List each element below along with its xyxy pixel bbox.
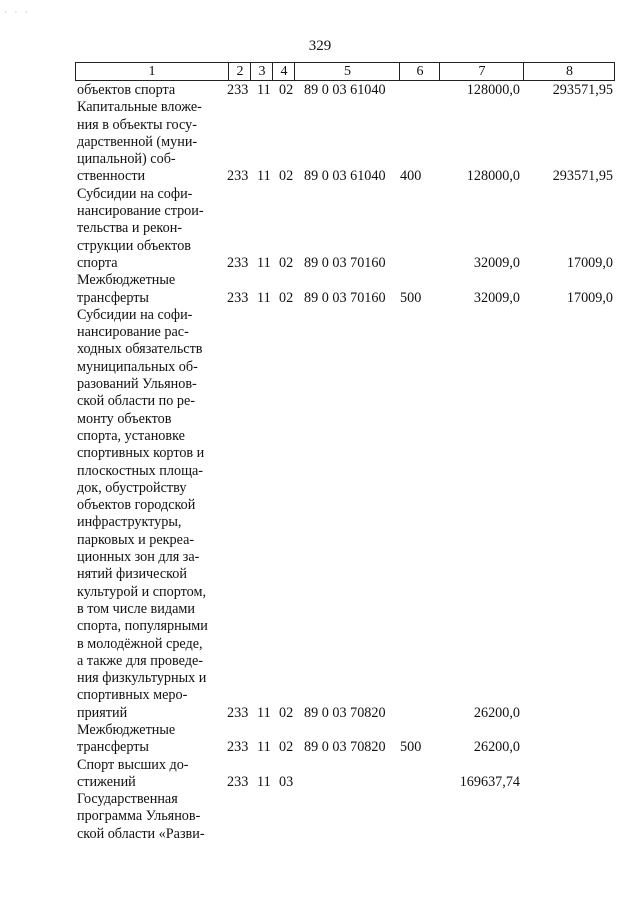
cell-c5: 89 0 03 70820 [304, 704, 386, 721]
description-line: Государственная [77, 791, 178, 808]
row-description [77, 757, 220, 792]
description-line: спорта [77, 254, 118, 271]
cell-c5: 89 0 03 61040 [304, 168, 386, 185]
description-line: спорта, популярными [77, 618, 208, 635]
cell-c3: 11 [257, 704, 271, 721]
description-line: Субсидии на софи- [77, 306, 193, 323]
cell-c5: 89 0 03 70160 [304, 289, 386, 306]
header-col-3: 3 [250, 63, 273, 80]
cell-c2: 233 [227, 254, 249, 271]
table-row [0, 722, 640, 757]
header-col-6: 6 [399, 63, 440, 80]
description-line: в том числе видами [77, 600, 195, 617]
table-row [0, 186, 640, 272]
description-line: спортивных кортов и [77, 445, 205, 462]
description-line: ственности [77, 168, 146, 185]
cell-c3: 11 [257, 82, 271, 98]
header-col-1: 1 [148, 64, 156, 79]
cell-c7: 32009,0 [473, 254, 520, 271]
cell-c2: 233 [227, 289, 249, 306]
description-line: Межбюджетные [77, 272, 176, 289]
description-line: ния в объекты госу- [77, 116, 197, 133]
cell-c3: 11 [257, 254, 271, 271]
table-row [0, 82, 640, 99]
page-number: 329 [308, 38, 332, 54]
description-line: нансирование рас- [77, 324, 189, 341]
row-description [77, 791, 220, 843]
row-description [77, 722, 220, 757]
cell-c2: 233 [227, 82, 249, 98]
header-col-2: 2 [228, 63, 251, 80]
scan-artifact: · · · [4, 8, 31, 17]
table-body [0, 82, 640, 843]
description-line: приятий [77, 704, 128, 721]
cell-c7: 26200,0 [473, 704, 520, 721]
row-description [77, 307, 220, 722]
description-line: ципальной) соб- [77, 151, 176, 168]
cell-c4: 02 [279, 289, 294, 306]
cell-c7: 32009,0 [473, 289, 520, 306]
cell-c5: 89 0 03 61040 [304, 82, 386, 98]
description-line: а также для проведе- [77, 652, 203, 669]
description-line: монту объектов [77, 410, 172, 427]
description-line: нансирование строи- [77, 203, 204, 220]
row-description [77, 82, 220, 99]
cell-c4: 03 [279, 773, 294, 790]
cell-c6: 500 [400, 289, 422, 306]
description-line: ской области по ре- [77, 393, 196, 410]
cell-c3: 11 [257, 289, 271, 306]
header-col-7: 7 [439, 63, 524, 80]
cell-c4: 02 [279, 739, 294, 756]
cell-c2: 233 [227, 168, 249, 185]
description-line: ской области «Разви- [77, 825, 205, 842]
cell-c6: 400 [400, 168, 422, 185]
table-row [0, 272, 640, 307]
cell-c8: 17009,0 [566, 289, 613, 306]
description-line: спортивных меро- [77, 687, 188, 704]
description-line: Межбюджетные [77, 721, 176, 738]
cell-c7: 26200,0 [473, 739, 520, 756]
description-line: муниципальных об- [77, 358, 198, 375]
description-line: ходных обязательств [77, 341, 203, 358]
description-line: в молодёжной среде, [77, 635, 203, 652]
table-row [0, 307, 640, 722]
description-line: трансферты [77, 739, 149, 756]
cell-c4: 02 [279, 254, 294, 271]
row-description [77, 186, 220, 272]
description-line: трансферты [77, 289, 149, 306]
description-line: Капитальные вложе- [77, 99, 202, 116]
description-line: плоскостных площа- [77, 462, 204, 479]
description-line: объектов спорта [77, 82, 176, 98]
table-row [0, 99, 640, 185]
row-description [77, 272, 220, 307]
description-line: Субсидии на софи- [77, 185, 193, 202]
cell-c8: 17009,0 [566, 254, 613, 271]
cell-c5: 89 0 03 70160 [304, 254, 386, 271]
description-line: тельства и рекон- [77, 220, 183, 237]
description-line: док, обустройству [77, 479, 187, 496]
description-line: объектов городской [77, 497, 196, 514]
description-line: нятий физической [77, 566, 187, 583]
cell-c4: 02 [279, 704, 294, 721]
description-line: парковых и рекреа- [77, 531, 195, 548]
description-line: Спорт высших до- [77, 756, 189, 773]
description-line: ния физкультурных и [77, 670, 207, 687]
description-line: спорта, установке [77, 427, 185, 444]
cell-c3: 11 [257, 168, 271, 185]
cell-c4: 02 [279, 168, 294, 185]
description-line: программа Ульянов- [77, 808, 201, 825]
table-row [0, 757, 640, 792]
cell-c2: 233 [227, 739, 249, 756]
cell-c4: 02 [279, 82, 294, 98]
cell-c2: 233 [227, 704, 249, 721]
description-line: разований Ульянов- [77, 376, 197, 393]
header-col-5: 5 [294, 63, 400, 80]
row-description [77, 99, 220, 185]
cell-c7: 128000,0 [466, 82, 520, 98]
cell-c8: 293571,95 [552, 82, 613, 98]
cell-c7: 169637,74 [459, 773, 520, 790]
cell-c3: 11 [257, 773, 271, 790]
table-row [0, 791, 640, 843]
description-line: ционных зон для за- [77, 549, 200, 566]
cell-c3: 11 [257, 739, 271, 756]
cell-c6: 500 [400, 739, 422, 756]
description-line: струкции объектов [77, 237, 191, 254]
header-col-8: 8 [523, 63, 615, 80]
description-line: дарственной (муни- [77, 133, 198, 150]
cell-c7: 128000,0 [466, 168, 520, 185]
cell-c8: 293571,95 [552, 168, 613, 185]
description-line: инфраструктуры, [77, 514, 182, 531]
table-header [75, 62, 615, 81]
description-line: стижений [77, 773, 136, 790]
header-col-4: 4 [272, 63, 295, 80]
cell-c5: 89 0 03 70820 [304, 739, 386, 756]
cell-c2: 233 [227, 773, 249, 790]
description-line: культурой и спортом, [77, 583, 206, 600]
